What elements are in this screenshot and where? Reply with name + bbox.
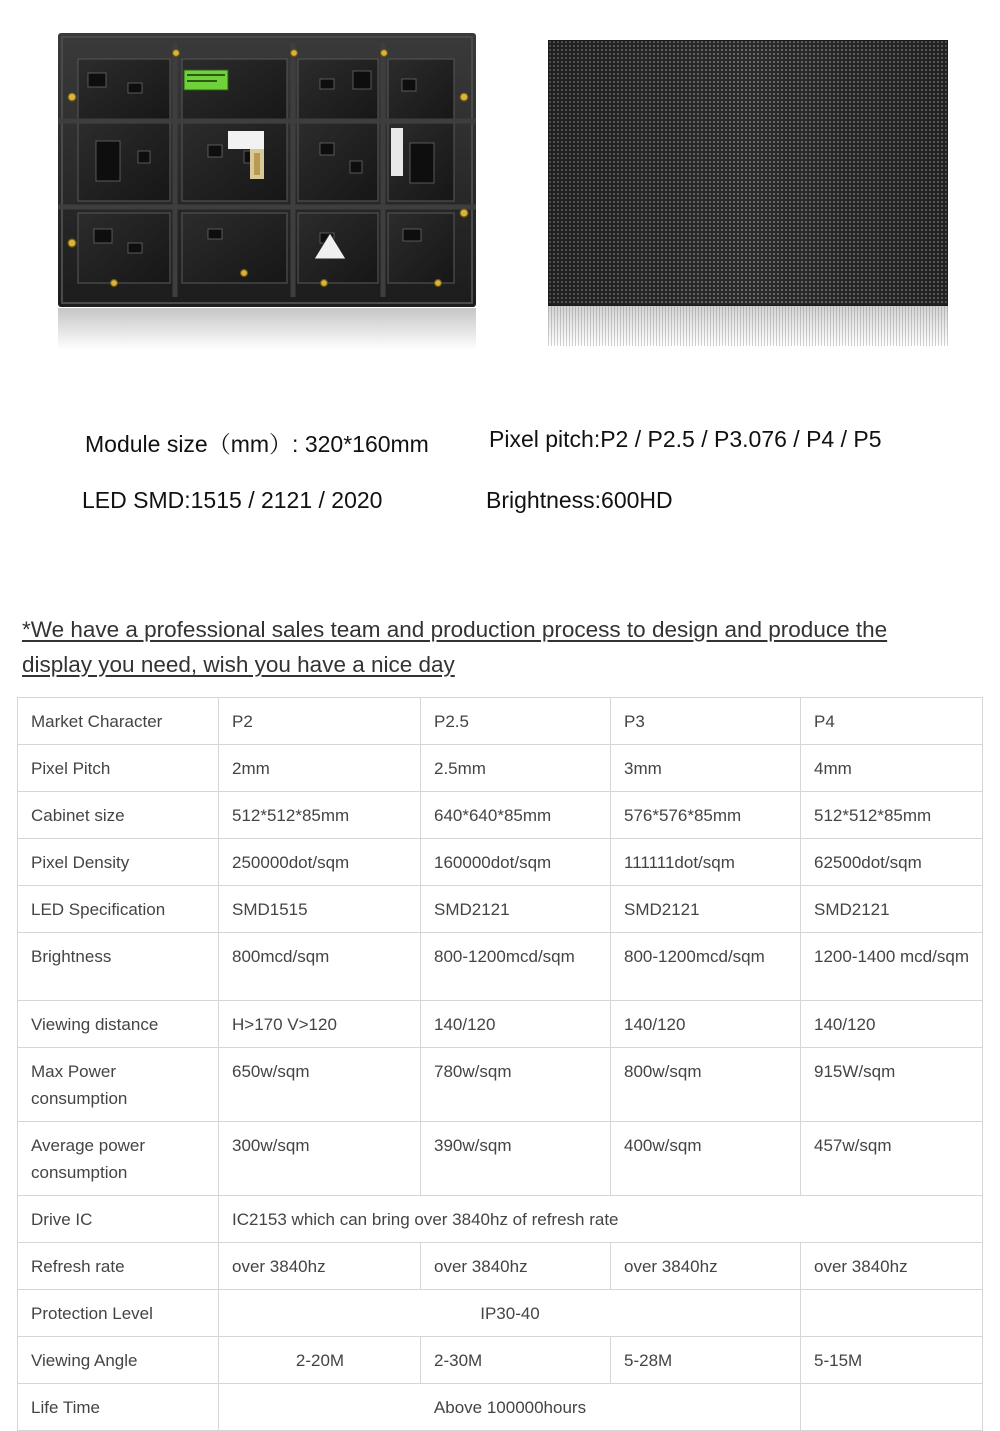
table-cell: SMD2121	[421, 886, 611, 933]
table-cell: Above 100000hours	[219, 1384, 801, 1431]
table-cell: 2mm	[219, 745, 421, 792]
table-row	[18, 1337, 983, 1384]
table-cell: 2-20M	[219, 1337, 421, 1384]
table-cell: 457w/sqm	[801, 1122, 983, 1196]
row-label: Brightness	[18, 933, 219, 1001]
table-cell: SMD1515	[219, 886, 421, 933]
row-label: Cabinet size	[18, 792, 219, 839]
table-row	[18, 1243, 983, 1290]
table-cell: H>170 V>120	[219, 1001, 421, 1048]
row-label: Average power consumption	[18, 1122, 219, 1196]
table-cell: 390w/sqm	[421, 1122, 611, 1196]
sales-note: *We have a professional sales team and production process to design and produce the display you need, wish you have a nice day	[22, 617, 888, 677]
table-row	[18, 1048, 983, 1122]
table-cell: SMD2121	[801, 886, 983, 933]
table-cell: IC2153 which can bring over 3840hz of refresh rate	[219, 1196, 983, 1243]
module-size-spec: Module size（mm）: 320*160mm	[85, 431, 429, 457]
table-cell: 2.5mm	[421, 745, 611, 792]
pixel-pitch-spec: Pixel pitch:P2 / P2.5 / P3.076 / P4 / P5	[489, 426, 882, 452]
table-cell: 576*576*85mm	[611, 792, 801, 839]
table-cell: 640*640*85mm	[421, 792, 611, 839]
table-cell: 1200-1400 mcd/sqm	[801, 933, 983, 1001]
table-row	[18, 933, 983, 1001]
table-cell: 512*512*85mm	[219, 792, 421, 839]
row-label: Viewing Angle	[18, 1337, 219, 1384]
table-cell: 300w/sqm	[219, 1122, 421, 1196]
table-row	[18, 1384, 983, 1431]
table-row	[18, 1290, 983, 1337]
row-label: Protection Level	[18, 1290, 219, 1337]
brightness-spec: Brightness:600HD	[486, 487, 673, 513]
spec-table	[17, 697, 983, 1431]
table-cell: 780w/sqm	[421, 1048, 611, 1122]
table-cell: 2-30M	[421, 1337, 611, 1384]
row-label: LED Specification	[18, 886, 219, 933]
table-cell: P4	[801, 698, 983, 745]
table-cell: 62500dot/sqm	[801, 839, 983, 886]
row-label: Life Time	[18, 1384, 219, 1431]
row-label: Drive IC	[18, 1196, 219, 1243]
row-label: Viewing distance	[18, 1001, 219, 1048]
table-cell: 915W/sqm	[801, 1048, 983, 1122]
row-label: Refresh rate	[18, 1243, 219, 1290]
table-row	[18, 1122, 983, 1196]
row-label: Pixel Pitch	[18, 745, 219, 792]
led-smd-spec: LED SMD:1515 / 2121 / 2020	[82, 487, 383, 513]
table-cell: over 3840hz	[421, 1243, 611, 1290]
row-label: Market Character	[18, 698, 219, 745]
led-module-back-photo	[58, 33, 476, 307]
table-cell: P3	[611, 698, 801, 745]
table-cell	[801, 1290, 983, 1337]
table-cell: 512*512*85mm	[801, 792, 983, 839]
table-cell: 800mcd/sqm	[219, 933, 421, 1001]
table-cell: 250000dot/sqm	[219, 839, 421, 886]
led-module-front-photo	[548, 40, 948, 306]
table-row	[18, 745, 983, 792]
table-cell: over 3840hz	[801, 1243, 983, 1290]
module-front-reflection	[548, 306, 948, 346]
table-cell: 5-15M	[801, 1337, 983, 1384]
table-cell: 140/120	[801, 1001, 983, 1048]
table-cell: 650w/sqm	[219, 1048, 421, 1122]
table-cell: 140/120	[611, 1001, 801, 1048]
table-cell: over 3840hz	[219, 1243, 421, 1290]
table-cell: 800w/sqm	[611, 1048, 801, 1122]
table-cell: 5-28M	[611, 1337, 801, 1384]
table-cell: 4mm	[801, 745, 983, 792]
table-cell: 800-1200mcd/sqm	[421, 933, 611, 1001]
table-cell: SMD2121	[611, 886, 801, 933]
table-row	[18, 792, 983, 839]
table-row	[18, 1196, 983, 1243]
table-cell: P2	[219, 698, 421, 745]
module-back-reflection	[58, 308, 476, 350]
table-cell: 400w/sqm	[611, 1122, 801, 1196]
table-cell: 160000dot/sqm	[421, 839, 611, 886]
table-row	[18, 886, 983, 933]
table-cell: 800-1200mcd/sqm	[611, 933, 801, 1001]
row-label: Pixel Density	[18, 839, 219, 886]
table-cell: IP30-40	[219, 1290, 801, 1337]
table-cell: P2.5	[421, 698, 611, 745]
table-row	[18, 839, 983, 886]
table-row	[18, 1001, 983, 1048]
row-label: Max Power consumption	[18, 1048, 219, 1122]
table-cell: 111111dot/sqm	[611, 839, 801, 886]
table-cell: 3mm	[611, 745, 801, 792]
table-cell	[801, 1384, 983, 1431]
table-row	[18, 698, 983, 745]
table-cell: 140/120	[421, 1001, 611, 1048]
table-cell: over 3840hz	[611, 1243, 801, 1290]
